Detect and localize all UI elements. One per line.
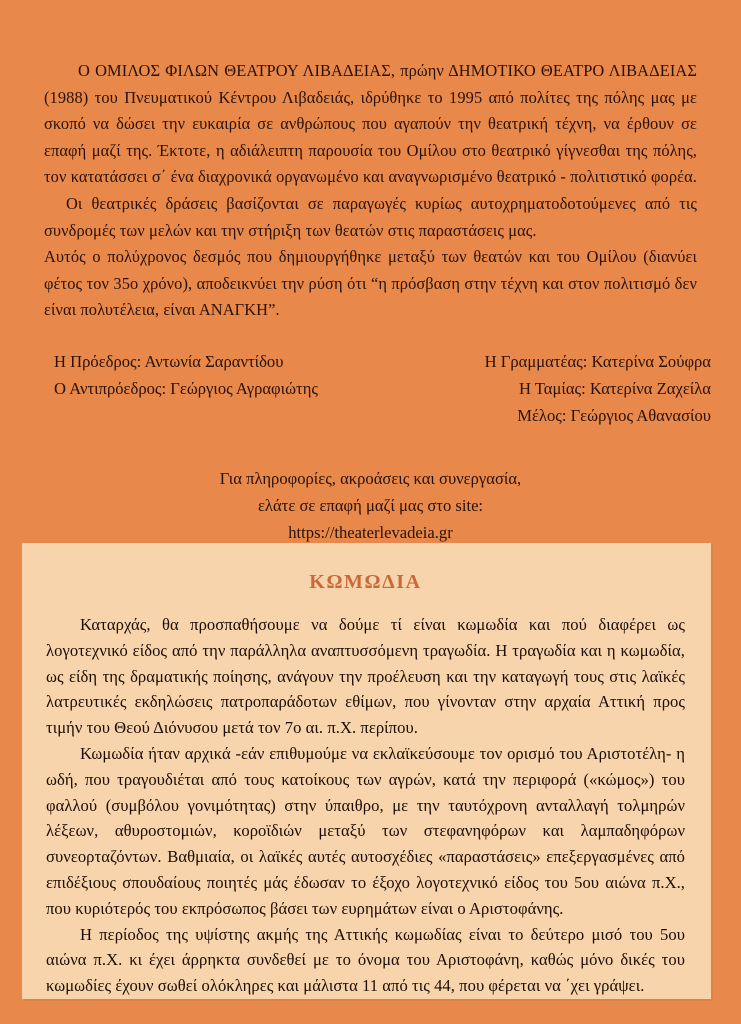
intro-section [0, 0, 741, 324]
panel-title: ΚΩΜΩΔΙΑ [309, 571, 422, 593]
contact-line-1: Για πληροφορίες, ακροάσεις και συνεργασία, [219, 468, 522, 488]
board-members [0, 348, 741, 429]
board-member-secretary: Η Γραμματέας: Κατερίνα Σούφρα [484, 351, 711, 371]
contact-line-2: ελάτε σε επαφή μαζί μας στο site: [257, 495, 484, 515]
komodia-panel [22, 543, 711, 999]
intro-paragraph-2: Οι θεατρικές δράσεις βασίζονται σε παραγωγές κυρίως αυτοχρηματοδοτούμενες από τις συνδρομές των μελών και την στήριξη των θεατών στις παραστάσεις μας. [44, 193, 697, 240]
panel-paragraph-3: Η περίοδος της υψίστης ακμής της Αττικής κωμωδίας είναι το δεύτερο μισό του 5ου αιώνα π.Χ. κι έχει άρρηκτα συνδεθεί με το όνομα του Αριστοφάνη, καθώς μόνο δικές του κωμωδίες έχουν σωθεί ολόκληρες και μάλιστα 11 από τις 44, που φέρεται να ΄χει γράψει. [46, 924, 685, 996]
panel-paragraph-1: Καταρχάς, θα προσπαθήσουμε να δούμε τί είναι κωμωδία και πού διαφέρει ως λογοτεχνικό είδος από την παράλληλα αναπτυσσόμενη τραγωδία. Η τραγωδία και η κωμωδία, ως είδη της δραματικής ποίησης, ανάγουν την προέλευση και την καταγωγή τους στις λαϊκές λατρευτικές εκδηλώσεις πατροπαράδοτων εθίμων, που γίνονταν στην αρχαία Αττική προς τιμήν του Θεού Διόνυσου μετά τον 7ο αι. π.Χ. περίπου. [46, 615, 685, 738]
board-member-treasurer: Η Ταμίας: Κατερίνα Ζαχείλα [518, 378, 711, 398]
board-column-right [383, 348, 724, 429]
board-member-president: Η Πρόεδρος: Αντωνία Σαραντίδου [54, 351, 284, 371]
board-member-member: Μέλος: Γεώργιος Αθανασίου [517, 405, 711, 425]
board-column-left [26, 348, 383, 429]
intro-paragraph-1: Ο ΟΜΙΛΟΣ ΦΙΛΩΝ ΘΕΑΤΡΟΥ ΛΙΒΑΔΕΙΑΣ, πρώην ΔΗΜΟΤΙΚΟ ΘΕΑΤΡΟ ΛΙΒΑΔΕΙΑΣ (1988) του Πνευματικού Κέντρου Λιβαδειάς, ιδρύθηκε το 1995 από πολίτες της πόλης μας με σκοπό να δώσει την ευκαιρία σε ανθρώπους που αγαπούν την θεατρική τέχνη, να έρθουν σε επαφή μαζί της. Έκτοτε, η αδιάλειπτη παρουσία του Ομίλου στο θεατρικό γίγνεσθαι της πόλης, τον κατατάσσει σ΄ ένα διαχρονικά οργανωμένο και αναγνωρισμένο θεατρικό - πολιτιστικό φορέα. [44, 61, 697, 187]
website-url[interactable]: https://theaterlevadeia.gr [288, 522, 453, 542]
board-member-vice-president: Ο Αντιπρόεδρος: Γεώργιος Αγραφιώτης [54, 378, 318, 398]
contact-section [0, 465, 741, 546]
panel-paragraph-2: Κωμωδία ήταν αρχικά -εάν επιθυμούμε να εκλαϊκεύσουμε τον ορισμό του Αριστοτέλη- η ωδή, που τραγουδιέται από τους κατοίκους των αγρών, κατά την περιφορά («κώμος») του φαλλού (συμβόλου γονιμότητας) στην ύπαιθρο, με την ταυτόχρονη ανταλλαγή τολμηρών λέξεων, αθυροστομιών, κοροϊδιών μεταξύ των στεφανηφόρων και λαμπαδηφόρων συνεορταζόντων. Βαθμιαία, οι λαϊκές αυτές αυτοσχέδιες «παραστάσεις» επεξεργασμένες από επιδέξιους σπουδαίους ποιητές μάς έδωσαν το έξοχο λογοτεχνικό είδος του 5ου αιώνα π.Χ., που κυριότερός του εκπρόσωπος βάσει των ευρημάτων είναι ο Αριστοφάνης. [46, 743, 685, 918]
intro-paragraph-3: Αυτός ο πολύχρονος δεσμός που δημιουργήθηκε μεταξύ των θεατών και του Ομίλου (διανύει φέτος τον 35ο χρόνο), αποδεικνύει την ρύση ότι “η πρόσβαση στην τέχνη και στον πολιτισμό δεν είναι πολυτέλεια, είναι ΑΝΑΓΚΗ”. [44, 247, 697, 320]
